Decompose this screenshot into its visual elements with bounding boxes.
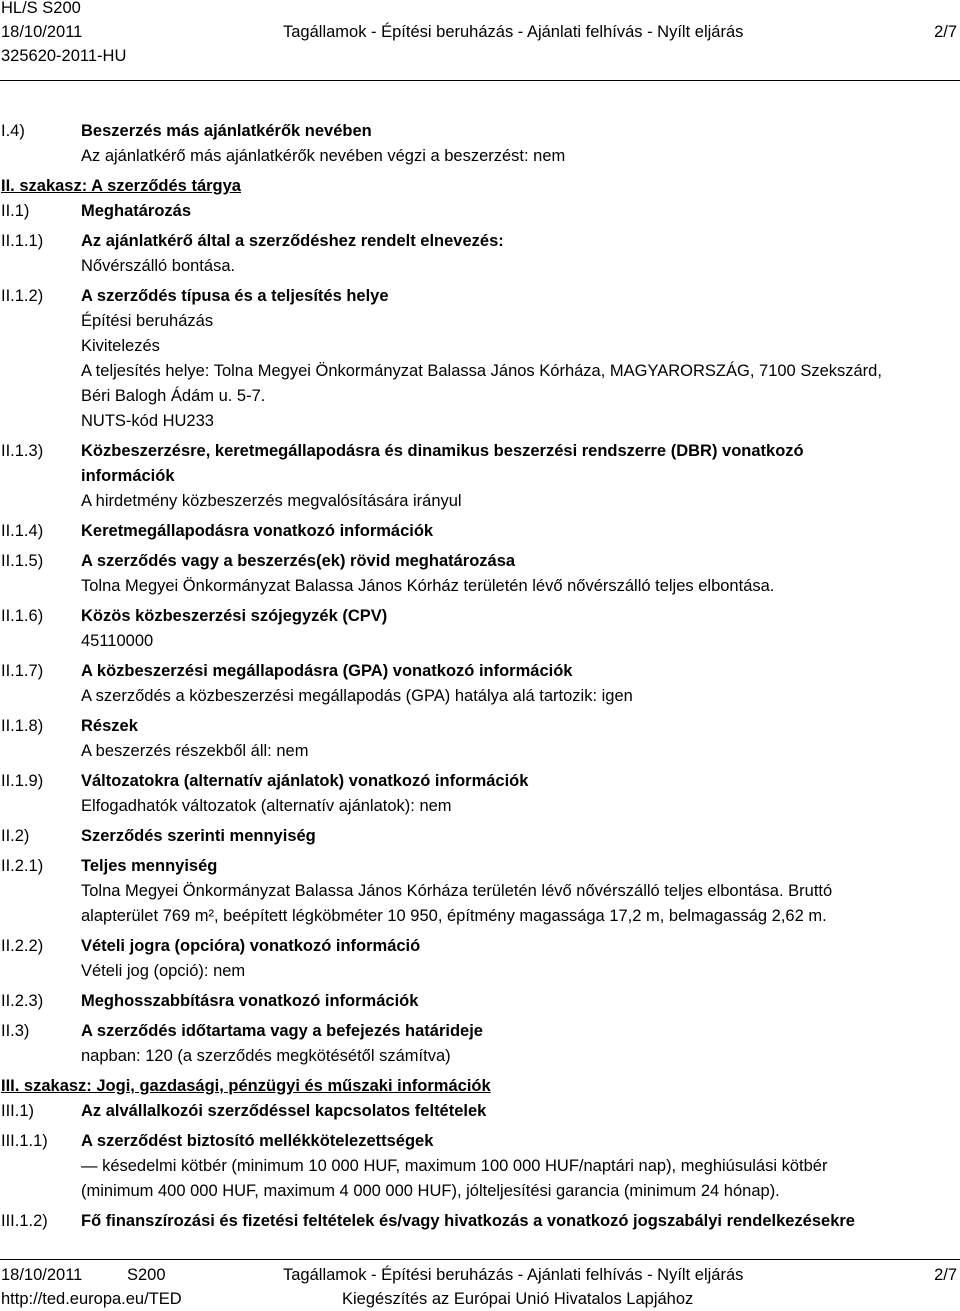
header-title: Tagállamok - Építési beruházás - Ajánlati felhívás - Nyílt eljárás bbox=[283, 23, 744, 41]
section-content bbox=[81, 714, 960, 764]
section-item bbox=[0, 604, 960, 654]
section-text: A szerződés a közbeszerzési megállapodás (GPA) hatálya alá tartozik: igen bbox=[81, 687, 633, 705]
section-content bbox=[81, 989, 960, 1014]
section-item bbox=[0, 1099, 960, 1124]
section-content bbox=[81, 854, 960, 929]
section-text: A hirdetmény közbeszerzés megvalósítására irányul bbox=[81, 492, 462, 510]
section-item bbox=[0, 714, 960, 764]
footer-publisher: Kiegészítés az Európai Unió Hivatalos Lapjához bbox=[342, 1290, 694, 1308]
header-divider bbox=[0, 80, 960, 81]
section-number: II.1.8) bbox=[1, 717, 44, 735]
section-number: II.2.1) bbox=[1, 857, 44, 875]
section-title: A közbeszerzési megállapodásra (GPA) vonatkozó információk bbox=[81, 662, 573, 680]
document-body bbox=[0, 119, 960, 1234]
page-header bbox=[0, 0, 960, 76]
footer-date: 18/10/2011 bbox=[1, 1266, 83, 1284]
section-content bbox=[81, 519, 960, 544]
section-content bbox=[81, 229, 960, 279]
section-text: Vételi jog (opció): nem bbox=[81, 962, 246, 980]
section-title: Meghatározás bbox=[81, 202, 192, 220]
section-text: Tolna Megyei Önkormányzat Balassa János Kórház területén lévő nővérszálló teljes elbontása. bbox=[81, 577, 775, 595]
section-item bbox=[0, 934, 960, 984]
section-number: II.1) bbox=[1, 202, 30, 220]
section-number: II.1.7) bbox=[1, 662, 44, 680]
section-text: NUTS-kód HU233 bbox=[81, 412, 214, 430]
section-text: Kivitelezés bbox=[81, 337, 160, 355]
section-title: Beszerzés más ajánlatkérők nevében bbox=[81, 122, 372, 140]
section-title: Részek bbox=[81, 717, 138, 735]
header-code: HL/S S200 bbox=[1, 0, 81, 17]
section-text: A teljesítés helye: Tolna Megyei Önkormányzat Balassa János Kórháza, MAGYARORSZÁG, 7100 Szekszárd, bbox=[81, 362, 882, 380]
footer-divider bbox=[0, 1259, 960, 1260]
section-item bbox=[0, 659, 960, 709]
section-number: II.1.4) bbox=[1, 522, 44, 540]
section-text: 45110000 bbox=[81, 632, 154, 650]
header-date: 18/10/2011 bbox=[1, 23, 83, 41]
section-number: III.1.2) bbox=[1, 1212, 48, 1230]
section-content bbox=[81, 1129, 960, 1204]
section-number: II.1.2) bbox=[1, 287, 44, 305]
footer-page-number: 2/7 bbox=[934, 1266, 957, 1284]
section-text: — késedelmi kötbér (minimum 10 000 HUF, maximum 100 000 HUF/naptári nap), meghiúsulási kötbér bbox=[81, 1157, 828, 1175]
header-doc-id: 325620-2011-HU bbox=[1, 47, 127, 65]
section-title: Szerződés szerinti mennyiség bbox=[81, 827, 316, 845]
section-item bbox=[0, 284, 960, 434]
section-number: II.3) bbox=[1, 1022, 30, 1040]
section-text: Nővérszálló bontása. bbox=[81, 257, 236, 275]
section-content bbox=[81, 1019, 960, 1069]
section-text: Tolna Megyei Önkormányzat Balassa János Kórháza területén lévő nővérszálló teljes elbontása. Bruttó bbox=[81, 882, 833, 900]
section-item bbox=[0, 439, 960, 514]
section-number: II.1.6) bbox=[1, 607, 44, 625]
section-title: Teljes mennyiség bbox=[81, 857, 218, 875]
section-item bbox=[0, 229, 960, 279]
footer-url: http://ted.europa.eu/TED bbox=[1, 1290, 182, 1308]
section-number: III.1.1) bbox=[1, 1132, 48, 1150]
section-title: Közös közbeszerzési szójegyzék (CPV) bbox=[81, 607, 388, 625]
section-number: II.2.2) bbox=[1, 937, 44, 955]
section-title: A szerződés típusa és a teljesítés helye bbox=[81, 287, 389, 305]
section-title: Az ajánlatkérő által a szerződéshez rendelt elnevezés: bbox=[81, 232, 504, 250]
section-number: II.2) bbox=[1, 827, 30, 845]
section-title: Az alvállalkozói szerződéssel kapcsolatos feltételek bbox=[81, 1102, 487, 1120]
section-item bbox=[0, 549, 960, 599]
section-content bbox=[81, 659, 960, 709]
section-item bbox=[0, 854, 960, 929]
section-title: Vételi jogra (opcióra) vonatkozó információ bbox=[81, 937, 421, 955]
section-title: Változatokra (alternatív ajánlatok) vonatkozó információk bbox=[81, 772, 529, 790]
section-item bbox=[0, 769, 960, 819]
section-content bbox=[81, 119, 960, 169]
section-content bbox=[81, 824, 960, 849]
section-text: Építési beruházás bbox=[81, 312, 214, 330]
section-text: napban: 120 (a szerződés megkötésétől számítva) bbox=[81, 1047, 451, 1065]
section-content bbox=[81, 284, 960, 434]
page-footer bbox=[0, 1261, 960, 1311]
section-title: A szerződés vagy a beszerzés(ek) rövid meghatározása bbox=[81, 552, 516, 570]
section-number: II.1.3) bbox=[1, 442, 44, 460]
section-content bbox=[81, 769, 960, 819]
section-title: információk bbox=[81, 467, 175, 485]
section-heading: III. szakasz: Jogi, gazdasági, pénzügyi és műszaki információk bbox=[1, 1077, 491, 1095]
section-content bbox=[81, 199, 960, 224]
section-content bbox=[81, 549, 960, 599]
section-content bbox=[81, 439, 960, 514]
section-title: Közbeszerzésre, keretmegállapodásra és dinamikus beszerzési rendszerre (DBR) vonatkozó bbox=[81, 442, 804, 460]
section-content bbox=[81, 604, 960, 654]
section-title: Fő finanszírozási és fizetési feltételek és/vagy hivatkozás a vonatkozó jogszabályi rendelkezésekre bbox=[81, 1212, 855, 1230]
section-number: II.1.9) bbox=[1, 772, 44, 790]
section-item bbox=[0, 824, 960, 849]
header-page-number: 2/7 bbox=[934, 23, 957, 41]
section-title: Keretmegállapodásra vonatkozó információk bbox=[81, 522, 434, 540]
section-item bbox=[0, 989, 960, 1014]
section-number: II.2.3) bbox=[1, 992, 44, 1010]
section-content bbox=[81, 1209, 960, 1234]
section-number: I.4) bbox=[1, 122, 25, 140]
section-text: A beszerzés részekből áll: nem bbox=[81, 742, 309, 760]
section-title: Meghosszabbításra vonatkozó információk bbox=[81, 992, 419, 1010]
footer-code: S200 bbox=[127, 1266, 166, 1284]
section-content bbox=[81, 1099, 960, 1124]
section-item bbox=[0, 119, 960, 169]
section-number: III.1) bbox=[1, 1102, 35, 1120]
section-title: A szerződés időtartama vagy a befejezés határideje bbox=[81, 1022, 483, 1040]
section-number: II.1.5) bbox=[1, 552, 44, 570]
section-content bbox=[81, 934, 960, 984]
section-text: Elfogadhatók változatok (alternatív ajánlatok): nem bbox=[81, 797, 452, 815]
section-text: alapterület 769 m², beépített légköbméter 10 950, építmény magassága 17,2 m, belmagasság 2,62 m. bbox=[81, 907, 827, 925]
section-heading: II. szakasz: A szerződés tárgya bbox=[1, 177, 241, 195]
section-text: (minimum 400 000 HUF, maximum 4 000 000 HUF), jólteljesítési garancia (minimum 24 hónap). bbox=[81, 1182, 780, 1200]
section-item bbox=[0, 1019, 960, 1069]
section-item bbox=[0, 1209, 960, 1234]
section-item bbox=[0, 519, 960, 544]
footer-title: Tagállamok - Építési beruházás - Ajánlati felhívás - Nyílt eljárás bbox=[283, 1266, 744, 1284]
section-number: II.1.1) bbox=[1, 232, 44, 250]
section-title: A szerződést biztosító mellékkötelezettségek bbox=[81, 1132, 434, 1150]
section-item bbox=[0, 199, 960, 224]
section-text: Béri Balogh Ádám u. 5-7. bbox=[81, 387, 266, 405]
section-item bbox=[0, 1129, 960, 1204]
section-text: Az ajánlatkérő más ajánlatkérők nevében végzi a beszerzést: nem bbox=[81, 147, 566, 165]
